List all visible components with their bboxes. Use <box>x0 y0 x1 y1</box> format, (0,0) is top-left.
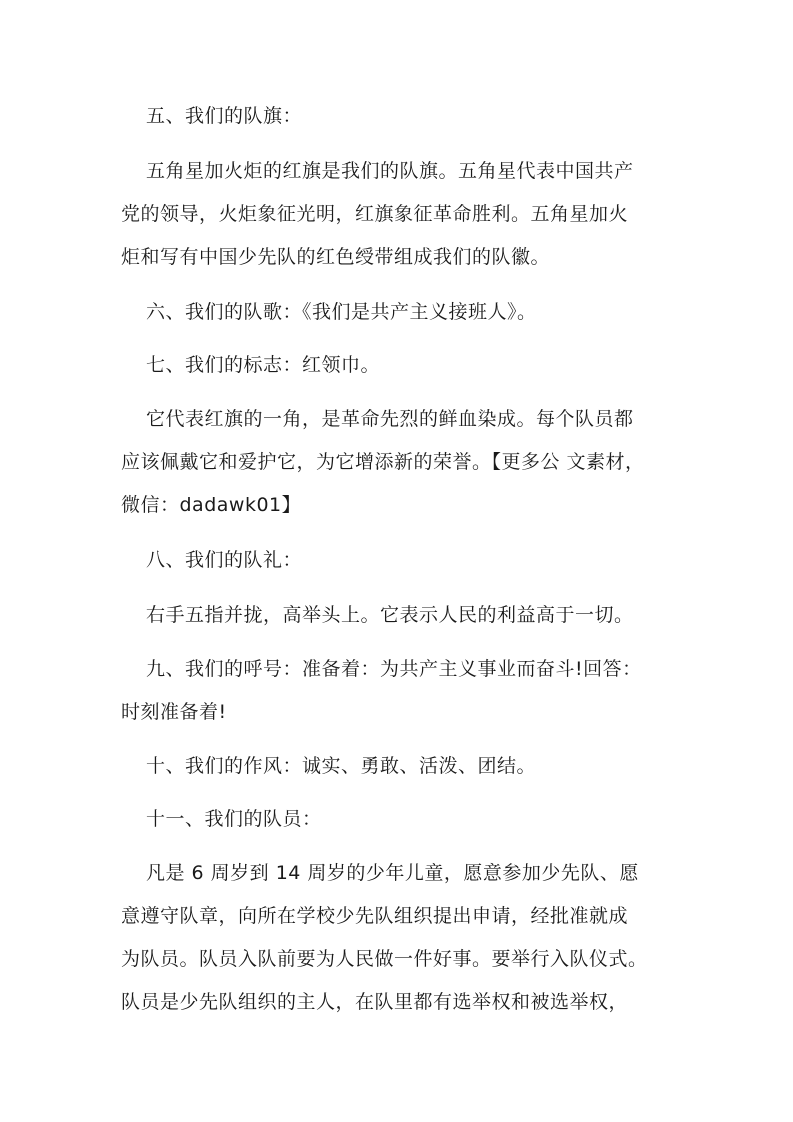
text-line: 十、我们的作风：诚实、勇敢、活泼、团结。 <box>146 755 537 777</box>
text-line: 五角星加火炬的红旗是我们的队旗。五角星代表中国共产 <box>146 160 634 182</box>
text-line: 队员是少先队组织的主人，在队里都有选举权和被选举权， <box>121 991 629 1013</box>
paragraph-red-scarf-description <box>121 398 681 527</box>
text-line: 它代表红旗的一角，是革命先烈的鲜血染成。每个队员都 <box>146 408 634 430</box>
text-line: 六、我们的队歌：《我们是共产主义接班人》。 <box>146 301 537 323</box>
text-line: 为队员。队员入队前要为人民做一件好事。要举行入队仪式。 <box>121 948 648 970</box>
heading-team-flag <box>121 95 681 138</box>
heading-team-style <box>121 745 681 788</box>
text-line: 意遵守队章，向所在学校少先队组织提出申请，经批准就成 <box>121 905 629 927</box>
paragraph-salute-description <box>121 594 681 637</box>
text-line: 十一、我们的队员： <box>146 808 322 830</box>
paragraph-membership-description <box>121 852 681 1024</box>
text-line: 九、我们的呼号：准备着：为共产主义事业而奋斗!回答： <box>146 658 642 680</box>
text-line: 微信：dadawk01】 <box>121 494 302 516</box>
text-line: 五、我们的队旗： <box>146 105 303 127</box>
heading-team-members <box>121 798 681 841</box>
text-line: 炬和写有中国少先队的红色绶带组成我们的队徽。 <box>121 246 551 268</box>
paragraph-team-motto <box>121 648 681 734</box>
heading-team-salute <box>121 539 681 582</box>
heading-team-song <box>121 291 681 334</box>
text-line: 党的领导，火炬象征光明，红旗象征革命胜利。五角星加火 <box>121 203 629 225</box>
text-line: 时刻准备着! <box>121 701 227 723</box>
text-line: 右手五指并拢，高举头上。它表示人民的利益高于一切。 <box>146 604 634 626</box>
text-line: 七、我们的标志：红领巾。 <box>146 354 381 376</box>
text-line: 应该佩戴它和爱护它，为它增添新的荣誉。【更多公 文素材， <box>121 451 645 473</box>
text-line: 凡是 6 周岁到 14 周岁的少年儿童，愿意参加少先队、愿 <box>146 862 639 884</box>
heading-team-symbol <box>121 344 681 387</box>
text-line: 八、我们的队礼： <box>146 549 303 571</box>
paragraph-team-flag-description <box>121 150 681 279</box>
